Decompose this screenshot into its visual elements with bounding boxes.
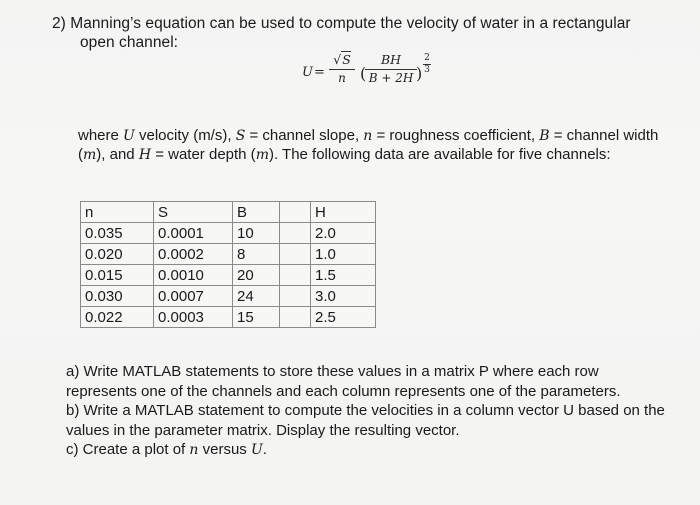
var-H: H bbox=[138, 146, 152, 163]
question-line-1: 2) Manning’s equation can be used to compute the velocity of water in a rectangular bbox=[52, 15, 631, 32]
fraction-bar bbox=[365, 69, 417, 70]
header-B: B bbox=[233, 202, 280, 223]
cell-B: 15 bbox=[233, 307, 280, 328]
var-B: B bbox=[539, 128, 550, 144]
table-gap-cell bbox=[280, 265, 311, 286]
table-header-row bbox=[81, 202, 376, 223]
cell-S: 0.0001 bbox=[154, 223, 233, 244]
header-n: n bbox=[81, 202, 154, 223]
var-n: n bbox=[189, 442, 199, 458]
var-U: U bbox=[123, 128, 135, 144]
cell-H: 1.5 bbox=[311, 265, 376, 286]
unit-m: m bbox=[83, 146, 97, 163]
cell-n: 0.020 bbox=[81, 244, 154, 265]
part-a: a) Write MATLAB statements to store these values in a matrix P where each row represents one of the channels and each column represents one of the parameters. bbox=[66, 363, 621, 400]
var-U: U bbox=[250, 442, 263, 458]
cell-S: 0.0002 bbox=[154, 244, 233, 265]
table-gap-cell bbox=[280, 202, 311, 223]
sqrt-radicand: S bbox=[342, 52, 351, 67]
table-row bbox=[81, 286, 376, 307]
where-text: where bbox=[78, 127, 124, 144]
header-H: H bbox=[311, 202, 376, 223]
cell-n: 0.022 bbox=[81, 307, 154, 328]
question-line-2: open channel: bbox=[80, 34, 179, 51]
formula-equals: = bbox=[314, 65, 325, 80]
formula-close-paren: ) bbox=[416, 64, 423, 83]
cell-B: 24 bbox=[233, 286, 280, 307]
cell-S: 0.0003 bbox=[154, 307, 233, 328]
formula-open-paren: ( bbox=[360, 64, 367, 83]
exponent-denominator: 3 bbox=[424, 65, 430, 75]
part-c bbox=[66, 440, 671, 461]
cell-H: 2.5 bbox=[311, 307, 376, 328]
part-b: b) Write a MATLAB statement to compute the velocities in a column vector U based on the values in the parameter matrix. Display the resulting vector. bbox=[66, 402, 665, 439]
table-gap-cell bbox=[280, 223, 311, 244]
formula-fraction-2 bbox=[365, 52, 417, 85]
table-gap-cell bbox=[280, 286, 311, 307]
formula-denominator-2: B + 2H bbox=[368, 71, 414, 85]
where-text: velocity (m/s), bbox=[134, 127, 236, 144]
formula-denominator-1: n bbox=[338, 71, 346, 85]
header-S: S bbox=[154, 202, 233, 223]
table-row bbox=[81, 244, 376, 265]
formula-numerator-2: BH bbox=[380, 52, 402, 67]
formula-exponent bbox=[423, 54, 431, 75]
formula-lhs: U bbox=[302, 65, 313, 80]
where-text: = water depth ( bbox=[151, 145, 256, 163]
cell-H: 3.0 bbox=[311, 286, 376, 307]
cell-n: 0.035 bbox=[81, 223, 154, 244]
table-row bbox=[81, 307, 376, 328]
table-row bbox=[81, 223, 376, 244]
part-c-text: . bbox=[262, 441, 267, 458]
cell-H: 2.0 bbox=[311, 223, 376, 244]
var-n: n bbox=[363, 128, 373, 144]
sqrt-symbol: √ bbox=[333, 52, 342, 67]
cell-B: 20 bbox=[233, 265, 280, 286]
question-heading bbox=[52, 14, 672, 52]
var-S: S bbox=[235, 128, 246, 144]
cell-S: 0.0007 bbox=[154, 286, 233, 307]
fraction-bar bbox=[329, 69, 355, 70]
formula-fraction-1 bbox=[329, 52, 355, 85]
table-row bbox=[81, 265, 376, 286]
cell-B: 8 bbox=[233, 244, 280, 265]
cell-S: 0.0010 bbox=[154, 265, 233, 286]
channel-data-table bbox=[80, 201, 376, 328]
question-parts bbox=[66, 362, 671, 461]
cell-n: 0.015 bbox=[81, 265, 154, 286]
table-gap-cell bbox=[280, 307, 311, 328]
cell-n: 0.030 bbox=[81, 286, 154, 307]
where-text: ), and bbox=[96, 145, 139, 163]
where-text: = channel width ( bbox=[78, 127, 659, 163]
cell-H: 1.0 bbox=[311, 244, 376, 265]
where-text: = channel slope, bbox=[245, 127, 364, 144]
exponent-numerator: 2 bbox=[424, 53, 430, 63]
unit-m: m bbox=[255, 146, 269, 163]
where-text: = roughness coefficient, bbox=[372, 127, 540, 144]
part-c-text: versus bbox=[198, 441, 251, 458]
part-c-text: c) Create a plot of bbox=[66, 441, 190, 458]
cell-B: 10 bbox=[233, 223, 280, 244]
where-text: ). The following data are available for five channels: bbox=[268, 145, 611, 163]
table-gap-cell bbox=[280, 244, 311, 265]
variable-definitions bbox=[78, 127, 668, 164]
formula-numerator-1 bbox=[329, 52, 355, 67]
